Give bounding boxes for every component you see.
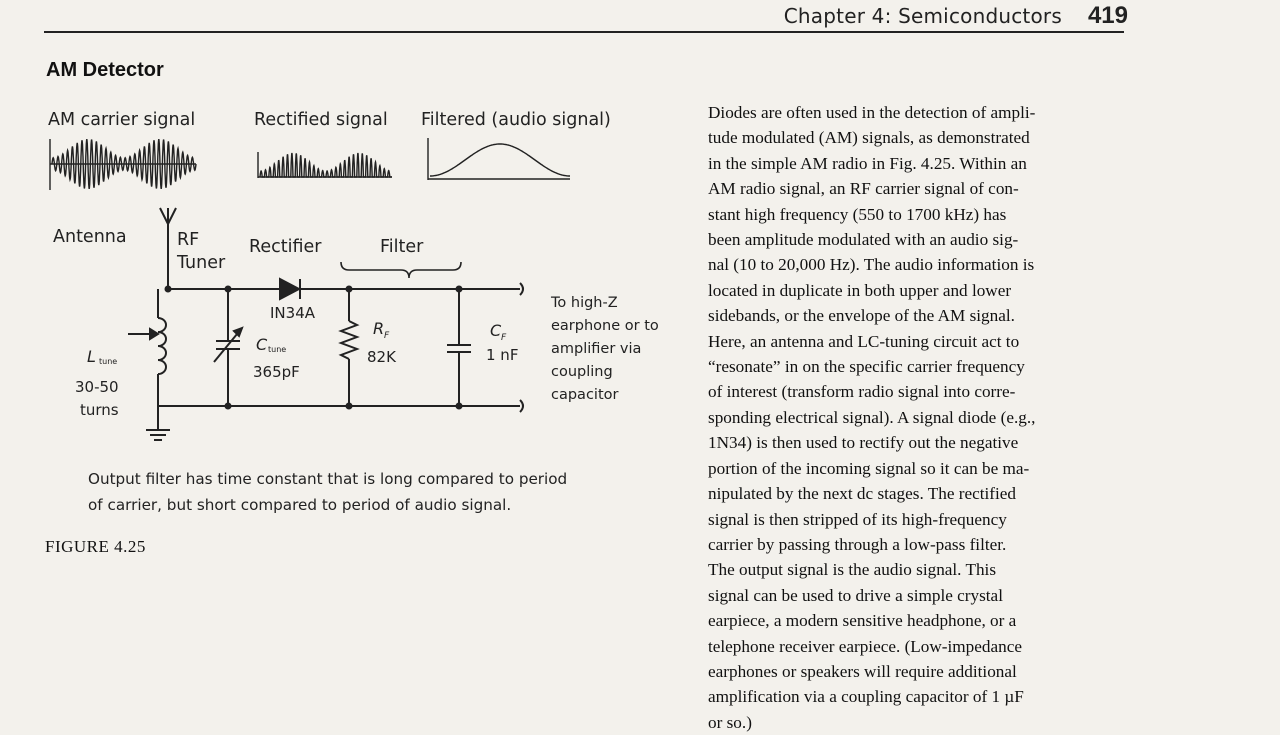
body-line: portion of the incoming signal so it can be ma- bbox=[708, 458, 1030, 478]
output-note-line-3: amplifier via bbox=[551, 341, 642, 357]
body-line: The output signal is the audio signal. This bbox=[708, 560, 997, 580]
ctune-subscript: tune bbox=[268, 345, 287, 354]
cf-value: 1 nF bbox=[486, 346, 519, 364]
body-line: nipulated by the next dc stages. The rectified bbox=[708, 484, 1016, 504]
ctune-label: C bbox=[256, 335, 268, 354]
filter-brace bbox=[341, 262, 461, 278]
body-line: been amplitude modulated with an audio sig- bbox=[708, 230, 1019, 250]
output-terminal-top bbox=[520, 283, 523, 295]
page-number: 419 bbox=[1087, 2, 1128, 29]
junction-dot bbox=[225, 403, 232, 410]
resistor-zigzag bbox=[341, 321, 357, 359]
section-title: AM Detector bbox=[46, 59, 164, 81]
rectified-signal-label: Rectified signal bbox=[254, 110, 388, 130]
figure-label: FIGURE 4.25 bbox=[45, 537, 146, 556]
output-note-line-2: earphone or to bbox=[551, 318, 659, 334]
junction-dot bbox=[225, 286, 232, 293]
body-line: signal can be used to drive a simple crystal bbox=[708, 585, 1003, 605]
body-line: 1N34) is then used to rectify out the negative bbox=[708, 433, 1019, 453]
body-line: AM radio signal, an RF carrier signal of con- bbox=[708, 179, 1019, 199]
ltune-subscript: tune bbox=[99, 357, 118, 366]
body-line: in the simple AM radio in Fig. 4.25. Within an bbox=[708, 153, 1027, 173]
junction-dot bbox=[165, 286, 172, 293]
body-line: earpiece, a modern sensitive headphone, or a bbox=[708, 611, 1017, 631]
body-line: tude modulated (AM) signals, as demonstrated bbox=[708, 128, 1030, 148]
junction-dot bbox=[456, 403, 463, 410]
tap-arrow bbox=[150, 329, 158, 339]
junction-dot bbox=[346, 403, 353, 410]
body-line: or so.) bbox=[708, 712, 752, 732]
audio-waveform bbox=[430, 144, 570, 176]
rectifier-label: Rectifier bbox=[249, 237, 322, 257]
body-line: nal (10 to 20,000 Hz). The audio information is bbox=[708, 255, 1035, 275]
filter-label: Filter bbox=[380, 237, 424, 257]
body-line: sidebands, or the envelope of the AM signal. bbox=[708, 306, 1015, 326]
rectified-waveform bbox=[260, 153, 392, 177]
diode-symbol bbox=[280, 279, 299, 299]
diode-part-label: IN34A bbox=[270, 304, 315, 322]
body-line: amplification via a coupling capacitor of 1 µF bbox=[708, 687, 1024, 707]
body-text bbox=[708, 100, 1124, 735]
filtered-signal-label: Filtered (audio signal) bbox=[421, 110, 611, 130]
output-terminal-bottom bbox=[520, 400, 523, 412]
body-line: located in duplicate in both upper and lower bbox=[708, 280, 1012, 300]
ltune-label: L bbox=[87, 347, 96, 366]
body-line: sponding electrical signal). A signal diode (e.g., bbox=[708, 407, 1036, 427]
output-note-line-4: coupling bbox=[551, 364, 613, 380]
tuner-label: Tuner bbox=[177, 253, 226, 273]
body-line: Diodes are often used in the detection of ampli- bbox=[708, 103, 1036, 122]
body-line: signal is then stripped of its high-frequency bbox=[708, 509, 1007, 529]
junction-dot bbox=[456, 286, 463, 293]
rf-label: RF bbox=[177, 230, 200, 250]
rf-resistor-subscript: F bbox=[384, 331, 390, 341]
chapter-title: Chapter 4: Semiconductors bbox=[783, 4, 1062, 28]
cf-label: C bbox=[490, 321, 502, 340]
rf-resistor-value: 82K bbox=[367, 348, 396, 366]
body-line: telephone receiver earpiece. (Low-impedance bbox=[708, 636, 1022, 656]
antenna-label: Antenna bbox=[53, 227, 127, 247]
cf-subscript: F bbox=[501, 333, 507, 343]
output-note-line-5: capacitor bbox=[551, 387, 619, 403]
body-line: carrier by passing through a low-pass filter. bbox=[708, 534, 1007, 554]
body-line: “resonate” in on the specific carrier frequency bbox=[708, 357, 1025, 377]
body-line: Here, an antenna and LC-tuning circuit act to bbox=[708, 331, 1020, 351]
body-line: of interest (transform radio signal into corre- bbox=[708, 382, 1016, 402]
rf-resistor-label: R bbox=[373, 319, 385, 338]
inductor-coil bbox=[158, 318, 166, 374]
output-note-line-1: To high-Z bbox=[551, 295, 618, 311]
caption-line-1: Output filter has time constant that is long compared to period bbox=[88, 470, 568, 488]
body-line: earphones or speakers will require additional bbox=[708, 661, 1017, 681]
caption-line-2: of carrier, but short compared to period of audio signal. bbox=[88, 496, 512, 514]
figure-caption bbox=[88, 466, 608, 518]
junction-dot bbox=[346, 286, 353, 293]
body-line: stant high frequency (550 to 1700 kHz) has bbox=[708, 204, 1007, 224]
carrier-signal-label: AM carrier signal bbox=[48, 110, 196, 130]
ctune-value: 365pF bbox=[253, 363, 300, 381]
turns-range-label: 30-50 bbox=[75, 378, 119, 396]
turns-label: turns bbox=[80, 401, 119, 419]
